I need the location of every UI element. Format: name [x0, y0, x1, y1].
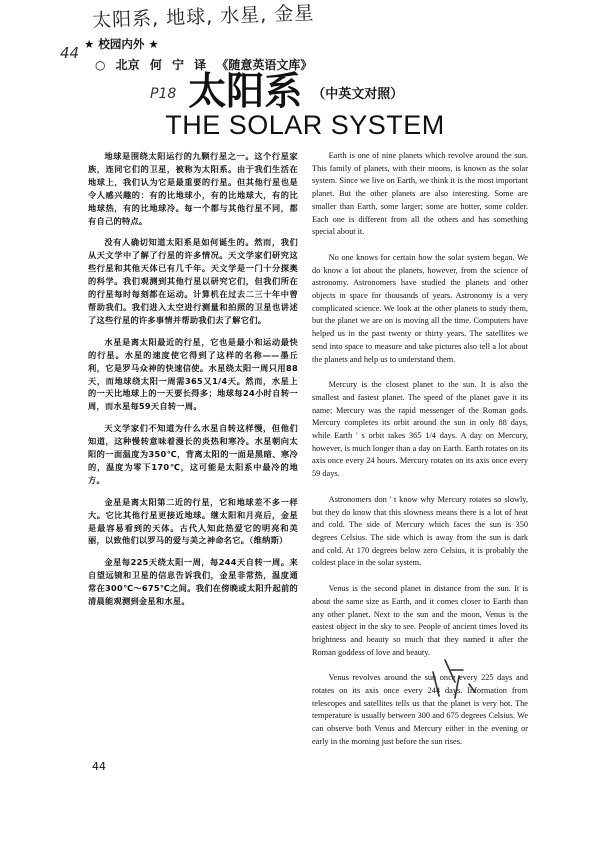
byline: ○ 北京 何 宁 译 《随意英语文库》 — [95, 58, 313, 72]
chinese-paragraph: 地球是围绕太阳运行的九颗行星之一。这个行星家族，连同它们的卫星，被称为太阳系。由于我们生活在地球上，我们认为它是最重要的行星。但其他行星也是令人感兴趣的：有的比地球小，有的比地球大，有的比地球热，有的比地球冷。每一个都与其他行星不同，都有自己的特点。 — [88, 151, 298, 226]
english-paragraph: Earth is one of nine planets which revolve around the sun. This family of planets, with their moons, is known as the solar system. Since we live on Earth, we think it is the most important planet. But the other planets are also interesting. Some are smaller than Earth, some larger; some are hotter, some colder. Each one is different from all the others and has something special about it. — [312, 151, 528, 237]
chinese-paragraph: 水星是离太阳最近的行星，它也是最小和运动最快的行星。水星的速度使它得到了这样的名称——墨丘利，它是罗马众神的快速信使。水星绕太阳一周只用88天，而地球绕太阳一周需365又1/4天。然而，水星上的一天比地球上的一天要长得多；地球每24小时自转一周，而水星每59天自转一周。 — [88, 336, 298, 412]
section-kicker: ★ 校园内外 ★ — [84, 37, 159, 51]
chinese-subtitle: （中英文对照） — [312, 87, 404, 102]
handwritten-reference: P18 — [150, 86, 177, 102]
handwritten-annotation: 太阳系, 地球, 水星, 金星 — [91, 2, 315, 32]
handwritten-scribble — [425, 652, 485, 702]
page-number: 44 — [92, 760, 106, 773]
chinese-title: 太阳系 — [188, 69, 303, 113]
english-paragraph: No one knows for certain how the solar system began. We do know a lot about the planets, however, from the science of astronomy. Astronomers have studied the planets and other objects in space for thousands of years. Astronomy is a very complicated science. We look at the other planets to study them, but the planet we are on is moving all the time. Computers have helped us in the past twenty or thirty years. The satellites we send into space to measure and take pictures also tell a lot about the planets and help us to understand them. — [312, 252, 528, 364]
chinese-paragraph: 金星是离太阳第二近的行星，它和地球差不多一样大。它比其他行星更接近地球。继太阳和月亮后，金星是最容易看到的天体。古代人知此热爱它的明亮和美丽，以致他们以罗马的爱与美之神命名它。（维纳斯） — [88, 496, 298, 546]
handwritten-page-mark: 44 — [60, 44, 80, 62]
english-paragraph: Venus is the second planet in distance from the sun. It is about the same size as Earth, and it comes closer to Earth than any other planet. Next to the sun and the moon, Venus is the easiest object in the sky to see. People of ancient times loved its brightness and beauty so much that they named it after the Roman goddess of love and beauty. — [312, 584, 528, 657]
english-paragraph: Mercury is the closest planet to the sun. It is also the smallest and fastest planet. The speed of the planet gave it its name; Mercury was the rapid messenger of the Roman gods. Mercury completes its orbit around the sun in only 88 days, while Earth ' s orbit takes 365 1/4 days. A day on Mercury, however, is much longer than a day on Earth. Earth rotates on its axis once every 24 hours. Mercury rotates on its axis once every 59 days. — [312, 380, 528, 479]
english-paragraph: Astronomers don ' t know why Mercury rotates so slowly, but they do know that this slowness means there is a lot of heat and cold. The side of Mercury which faces the sun is 350 degrees Celsius. The side which is away from the sun is dark and cold. At 170 degrees below zero Celsius, it is probably the coldest place in the solar system. — [312, 494, 528, 568]
english-column — [312, 150, 528, 762]
title-row — [150, 70, 403, 112]
chinese-column — [88, 150, 298, 617]
english-title: THE SOLAR SYSTEM — [165, 110, 445, 140]
chinese-paragraph: 金星每225天绕太阳一周，每244天自转一周。来自望远镜和卫星的信息告诉我们，金星非常热，温度通常在300℃～675℃之间。我们在傍晚或太阳升起前的清晨能观测到金星和水星。 — [88, 557, 298, 607]
chinese-paragraph: 没有人确切知道太阳系是如何诞生的。然而，我们从天文学中了解了行星的许多情况。天文学家们研究这些行星和其他天体已有几千年。天文学是一门十分探奥的科学。我们观测到其他行星以研究它们，但我们所在的行星每时每刻都在运动。计算机在过去二三十年中曾帮助我们。我们进入太空进行测量和拍照的卫星也讲述了这些行星的许多事情并帮助我们去了解它们。 — [88, 237, 298, 325]
chinese-paragraph: 天文学家们不知道为什么水星自转这样慢，但他们知道，这种慢转意味着漫长的炎热和寒冷。水星朝向太阳的一面温度为350℃，背离太阳的一面是黑暗、寒冷的，温度为零下170℃，这可能是太阳系中最冷的地方。 — [88, 423, 298, 485]
english-paragraph: Venus revolves around the sun once every 225 days and rotates on its axis once every 244 days. Information from telescopes and satellites tells us that the planet is very hot. The temperature is usually between 300 and 675 degrees Celsius. We can observe both Venus and Mercury either in the evening or early in the morning just before the sun rises. — [312, 673, 528, 746]
